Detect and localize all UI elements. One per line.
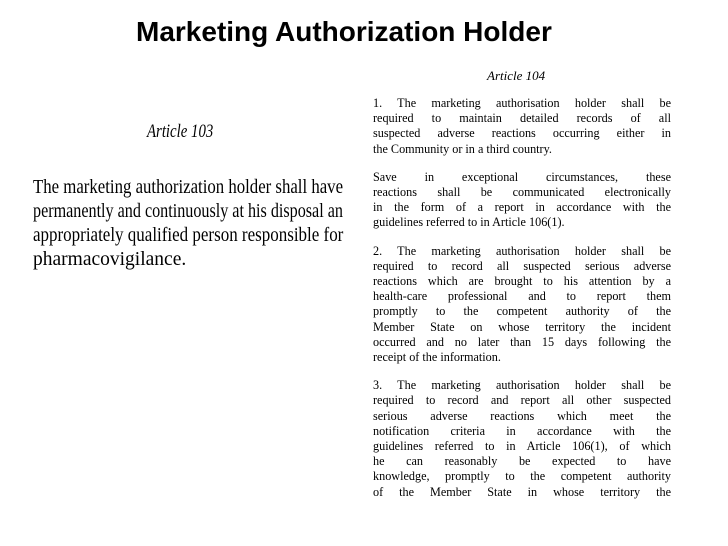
paragraph-line: 1. The marketing authorisation holder shall be: [373, 96, 671, 110]
article-103-text: [33, 176, 343, 272]
paragraph-line: Save in exceptional circumstances, these: [373, 169, 671, 184]
article-104-heading: Article 104: [487, 68, 546, 83]
paragraph-line: health-care professional and to report them: [373, 289, 671, 304]
paragraph-line: promptly to the competent authority of the: [373, 304, 671, 319]
paragraph-line: reactions shall be communicated electronically: [373, 185, 671, 200]
paragraph-line: in the form of a report in accordance with the: [373, 200, 671, 215]
paragraph-line: required to maintain detailed records of all: [373, 111, 671, 126]
paragraph-line: Member State on whose territory the incident: [373, 319, 671, 334]
paragraph-line: 3. The marketing authorisation holder shall be: [373, 378, 671, 393]
article-103-heading: Article 103: [147, 121, 214, 142]
paragraph-line: required to record and report all other suspected: [373, 393, 671, 408]
paragraph-line: guidelines referred to in Article 106(1).: [373, 215, 565, 230]
paragraph-line: notification criteria in accordance with the: [373, 423, 671, 438]
paragraph-line: occurred and no later than 15 days following the: [373, 334, 671, 349]
article-103-line: The marketing authorization holder shall have: [33, 177, 344, 198]
paragraph-line: serious adverse reactions which meet the: [373, 408, 671, 423]
paragraph-line: he can reasonably be expected to have: [373, 454, 671, 469]
paragraph-line: guidelines referred to in Article 106(1), of which: [373, 439, 671, 454]
paragraph-line: the Community or in a third country.: [373, 141, 552, 156]
paragraph-line: required to record all suspected serious adverse: [373, 258, 671, 273]
article-103-line: appropriately qualified person responsible for: [33, 225, 344, 246]
paragraph-line: reactions which are brought to his attention by a: [373, 274, 671, 289]
article-103-line: pharmacovigilance.: [33, 249, 187, 270]
article-104-paragraph-2: [373, 170, 671, 231]
article-104-paragraph-4: [373, 378, 671, 500]
article-104-paragraph-3: [373, 244, 671, 366]
paragraph-line: receipt of the information.: [373, 350, 501, 365]
paragraph-line: knowledge, promptly to the competent authority: [373, 469, 671, 484]
article-104-text: [373, 96, 671, 513]
paragraph-line: suspected adverse reactions occurring either in: [373, 126, 671, 141]
paragraph-line: of the Member State in whose territory the: [373, 484, 671, 499]
article-103-line: permanently and continuously at his disposal an: [33, 201, 343, 222]
article-104-paragraph-1: [373, 96, 671, 157]
slide-title: Marketing Authorization Holder: [136, 16, 552, 47]
paragraph-line: 2. The marketing authorisation holder shall be: [373, 243, 671, 258]
